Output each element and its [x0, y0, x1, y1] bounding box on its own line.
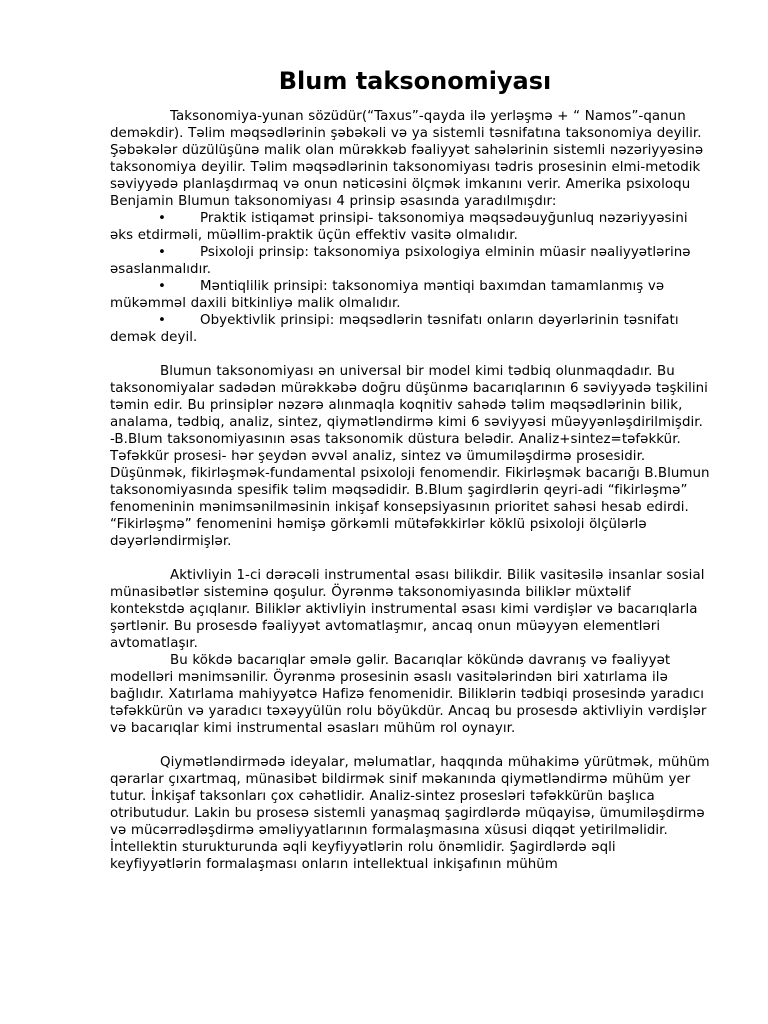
- bullet-icon: •: [158, 245, 166, 260]
- list-item-text: Obyektivlik prinsipi: məqsədlərin təsnifatı onların dəyərlərinin təsnifatı demək deyil.: [110, 313, 679, 345]
- document-body: [110, 108, 710, 873]
- principles-list: [110, 210, 710, 346]
- intro-paragraph: Taksonomiya-yunan sözüdür(“Taxus”-qayda ilə yerləşmə + “ Namos”-qanun deməkdir). Təlim məqsədlərinin şəbəkəli və ya sistemli təsnifatına taksonomiya deyilir. Şəbəkələr düzülüşünə malik olan mürəkkəb fəaliyyət sahələrinin sistemli nəzəriyyəsinə taksonomiya deyilir. Təlim məqsədlərinin taksonomiyası tədris prosesinin elmi-metodik səviyyədə planlaşdırmaq və onun nəticəsini ölçmək imkanını verir. Amerika psixoloqu Benjamin Blumun taksonomiyası 4 prinsip əsasında yaradılmışdır:: [110, 109, 704, 209]
- skills-paragraph: Bu kökdə bacarıqlar əmələ gəlir. Bacarıqlar kökündə davranış və fəaliyyət modelləri mənimsənilir. Öyrənmə prosesinin əsaslı vasitələrindən biri xatırlama ilə bağlıdır. Xatırlama mahiyyətcə Hafizə fenomenidir. Biliklərin tədbiqi prosesində yaradıcı təfəkkürün və yaradıcı təxəyyülün rolu böyükdür. Ancaq bu prosesdə aktivliyin vərdişlər və bacarıqlar kimi instrumental əsasları mühüm rol oynayır.: [110, 653, 707, 736]
- list-item: [110, 312, 710, 346]
- list-item-text: Məntiqlilik prinsipi: taksonomiya məntiqi baxımdan tamamlanmış və mükəmməl daxili bitkinliyə malik olmalıdır.: [110, 279, 665, 311]
- list-item: [110, 278, 710, 312]
- paragraph-spacer: [110, 346, 710, 363]
- blum-model-paragraph: Blumun taksonomiyası ən universal bir model kimi tədbiq olunmaqdadır. Bu taksonomiyalar sadədən mürəkkəbə doğru düşünmə bacarıqlarının 6 səviyyədə təşkilini təmin edir. Bu prinsiplər nəzərə alınmaqla koqnitiv sahədə təlim məqsədlərinin bilik, analama, tədbiq, analiz, sintez, qiymətləndirmə kimi 6 səviyyəsi müəyyənləşdirilmişdir. -B.Blum taksonomiyasının əsas taksonomik düstura belədir. Analiz+sintez=təfəkkür. Təfəkkür prosesi- hər şeydən əvvəl analiz, sintez və ümumiləşdirmə prosesidir. Düşünmək, fikirləşmək-fundamental psixoloji fenomendir. Fikirləşmək bacarığı B.Blumun taksonomiyasında spesifik təlim məqsədidir. B.Blum şagirdlərin qeyri-adi “fikirləşmə” fenomeninin mənimsənilməsinin inkişaf konsepsiyasının prioritet sahəsi hesab edirdi. “Fikirləşmə” fenomenini həmişə görkəmli mütəfəkkirlər köklü psixoloji ölçülərlə dəyərləndirmişlər.: [110, 364, 710, 549]
- list-item-text: Psixoloji prinsip: taksonomiya psixologiya elminin müasir nəaliyyətlərinə əsaslanmalıdır.: [110, 245, 691, 277]
- bullet-icon: •: [158, 211, 166, 226]
- list-item-text: Praktik istiqamət prinsipi- taksonomiya məqsədəuyğunluq nəzəriyyəsini əks etdirməli, müəllim-praktik üçün effektiv vasitə olmalıdır.: [110, 211, 688, 243]
- list-item: [110, 210, 710, 244]
- bullet-icon: •: [158, 279, 166, 294]
- document-page: [110, 64, 710, 873]
- paragraph-spacer: [110, 550, 710, 567]
- activity-paragraph: Aktivliyin 1-ci dərəcəli instrumental əsası bilikdir. Bilik vasitəsilə insanlar sosial münasibətlər sisteminə qoşulur. Öyrənmə taksonomiyasında biliklər müxtəlif kontekstdə açıqlanır. Biliklər aktivliyin instrumental əsası kimi vərdişlər və bacarıqlarla şərtlənir. Bu prosesdə fəaliyyət avtomatlaşmır, ancaq onun müəyyən elementləri avtomatlaşır.: [110, 568, 705, 651]
- assessment-paragraph: Qiymətləndirmədə ideyalar, məlumatlar, haqqında mühakimə yürütmək, mühüm qərarlar çıxartmaq, münasibət bildirmək sinif məkanında qiymətləndirmə mühüm yer tutur. İnkişaf taksonları çox cəhətlidir. Analiz-sintez prosesləri təfəkkürün başlıca otributudur. Lakin bu prosesə sistemli yanaşmaq şagirdlərdə müqayisə, ümumiləşdirmə və mücərrədləşdirmə əməliyyatlarının formalaşmasına xüsusi diqqət yetirilməlidir. İntellektin sturukturunda əqli keyfiyyətlərin rolu önəmlidir. Şagirdlərdə əqli keyfiyyətlərin formalaşması onların intellektual inkişafının mühüm: [110, 755, 710, 872]
- bullet-icon: •: [158, 313, 166, 328]
- list-item: [110, 244, 710, 278]
- page-title: Blum taksonomiyası: [278, 67, 552, 95]
- paragraph-spacer: [110, 737, 710, 754]
